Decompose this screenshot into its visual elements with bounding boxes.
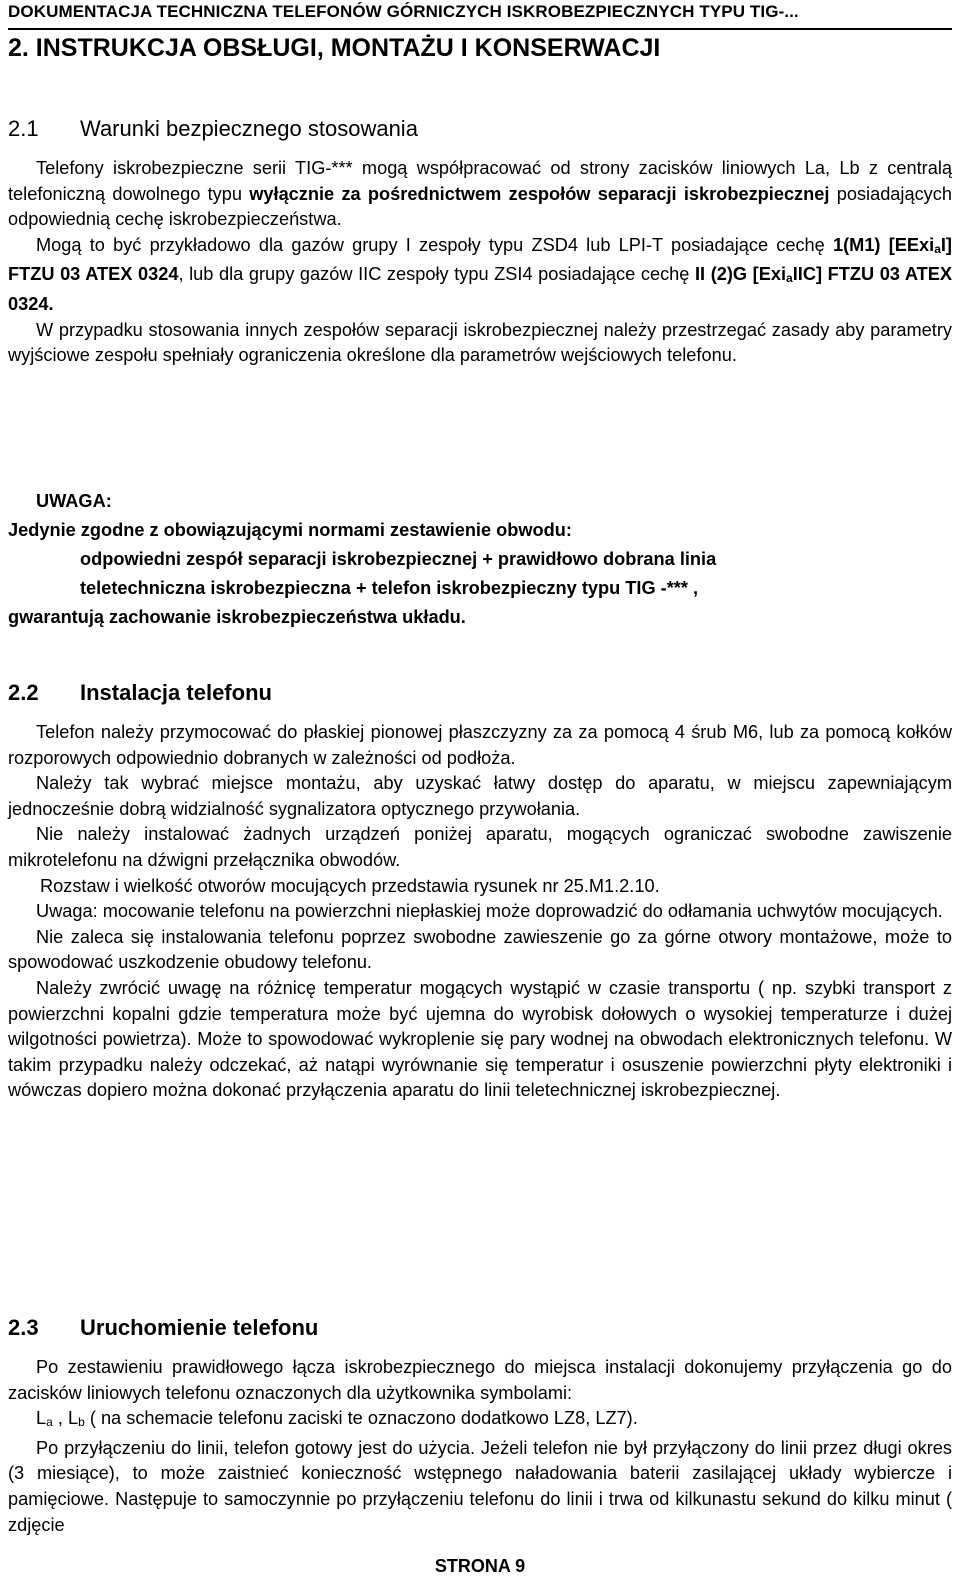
paragraph: W przypadku stosowania innych zespołów separacji iskrobezpiecznej należy przestrzegać zasady aby parametry wyjściowe zespołu spełniały ograniczenia określone dla parametrów wejściowych telefonu. (8, 319, 952, 366)
paragraph: Telefon należy przymocować do płaskiej pionowej płaszczyzny za za pomocą 4 śrub M6, lub za pomocą kołków rozporowych odpowiednio dobranych w zależności od podłoża. (8, 722, 952, 768)
text-run: , L (52, 1408, 79, 1429)
paragraph (8, 233, 952, 318)
paragraph (8, 156, 952, 233)
warning-line: gwarantują zachowanie iskrobezpieczeństwa układu. (8, 607, 466, 627)
text-run: ( na schemacie telefonu zaciski te oznaczono dodatkowo LZ8, LZ7). (84, 1408, 638, 1429)
subscript: a (934, 241, 941, 256)
section-title: Warunki bezpiecznego stosowania (80, 116, 418, 141)
text-run: posiadających odpowiednią cechę iskrobezpieczeństwa. (8, 183, 952, 230)
section-number: 2.3 (8, 1315, 39, 1340)
section-heading-2-3 (8, 1315, 318, 1341)
text-run: . (48, 293, 54, 314)
paragraph: Nie zaleca się instalowania telefonu poprzez swobodne zawieszenie go za górne otwory montażowe, może to spowodować uszkodzenie obudowy telefonu. (8, 926, 952, 973)
section-heading-2-1 (8, 116, 418, 142)
running-header: DOKUMENTACJA TECHNICZNA TELEFONÓW GÓRNICZYCH ISKROBEZPIECZNYCH TYPU TIG-... (8, 2, 799, 21)
subscript: b (78, 1415, 85, 1430)
emphasis-text: IIC] FTZU 03 ATEX 0324 (8, 264, 953, 314)
emphasis-text: wyłącznie za pośrednictwem zespołów separacji iskrobezpiecznej (249, 183, 830, 204)
paragraph: Należy zwrócić uwagę na różnicę temperatur mogących wystąpić w czasie transportu ( np. szybki transport z powierzchni kopalni gdzie temperatura może być ujemna do wyrobisk dołowych o wysokiej temperaturze i dużej wilgotności powietrza). Może to spowodować wykroplenie się pary wodnej na obwodach elektronicznych telefonu. W takim przypadku należy odczekać, aż natąpi wyrównanie się temperatur i osuszenie powierzchni płyty elektroniki i wówczas dopiero można dokonać przyłączenia aparatu do linii teletechnicznej iskrobezpiecznej. (8, 977, 952, 1101)
section-number: 2.2 (8, 680, 39, 705)
warning-line: odpowiedni zespół separacji iskrobezpiecznej + prawidłowo dobrana linia (80, 549, 717, 569)
header-divider (8, 28, 952, 30)
section-body-2-3 (8, 1355, 952, 1538)
chapter-title: 2. INSTRUKCJA OBSŁUGI, MONTAŻU I KONSERWACJI (8, 34, 661, 62)
warning-line: teletechniczna iskrobezpieczna + telefon iskrobezpieczny typu TIG -*** , (80, 578, 699, 598)
section-body-2-1 (8, 156, 952, 369)
text-run: Mogą to być przykładowo dla gazów grupy I zespoły typu ZSD4 lub LPI-T posiadające cechę (36, 234, 833, 255)
text-run: Telefony iskrobezpieczne serii TIG-*** mogą współpracować od strony zacisków liniowych La, Lb z centralą telefoniczną dowolnego typu (8, 158, 952, 204)
section-title: Uruchomienie telefonu (80, 1315, 319, 1340)
section-body-2-2 (8, 720, 952, 1104)
emphasis-text: 1(M1) [EExi (833, 234, 935, 255)
section-title: Instalacja telefonu (80, 680, 272, 705)
paragraph: Nie należy instalować żadnych urządzeń poniżej aparatu, mogących ograniczać swobodne zawiszenie mikrotelefonu na dźwigni przełącznika obwodów. (8, 824, 952, 870)
page-number: STRONA 9 (434, 1556, 526, 1576)
paragraph: Po przyłączeniu do linii, telefon gotowy jest do użycia. Jeżeli telefon nie był przyłączony do linii przez długi okres (3 miesiące), to może zaistnieć konieczność wstępnego naładowania baterii zasilającej układy wybiercze i pamięciowe. Następuje to samoczynnie po przyłączeniu telefonu do linii i trwa od kilkunastu sekund do kilku minut ( zdjęcie (8, 1437, 952, 1535)
warning-block (8, 487, 952, 632)
paragraph: Rozstaw i wielkość otworów mocujących przedstawia rysunek nr 25.M1.2.10. (40, 875, 660, 896)
paragraph (8, 1406, 952, 1436)
section-heading-2-2 (8, 680, 272, 706)
subscript: a (46, 1415, 53, 1430)
paragraph: Należy tak wybrać miejsce montażu, aby uzyskać łatwy dostęp do aparatu, w miejscu zapewniającym jednocześnie dobrą widzialność sygnalizatora optycznego przywołania. (8, 773, 952, 819)
subscript: a (786, 271, 793, 286)
text-run: , lub dla grupy gazów IIC zespoły typu ZSI4 posiadające cechę (178, 264, 695, 285)
text-run: L (36, 1408, 47, 1429)
emphasis-text: I] FTZU 03 ATEX 0324 (8, 234, 952, 285)
warning-line: Jedynie zgodne z obowiązującymi normami zestawienie obwodu: (8, 520, 572, 540)
paragraph: Po zestawieniu prawidłowego łącza iskrobezpiecznego do miejsca instalacji dokonujemy przyłączenia go do zacisków liniowych telefonu oznaczonych dla użytkownika symbolami: (8, 1357, 952, 1403)
emphasis-text: II (2)G [Exi (695, 264, 787, 285)
section-number: 2.1 (8, 116, 39, 141)
paragraph: Uwaga: mocowanie telefonu na powierzchni niepłaskiej może doprowadzić do odłamania uchwytów mocujących. (36, 901, 943, 922)
warning-label: UWAGA: (36, 491, 112, 511)
